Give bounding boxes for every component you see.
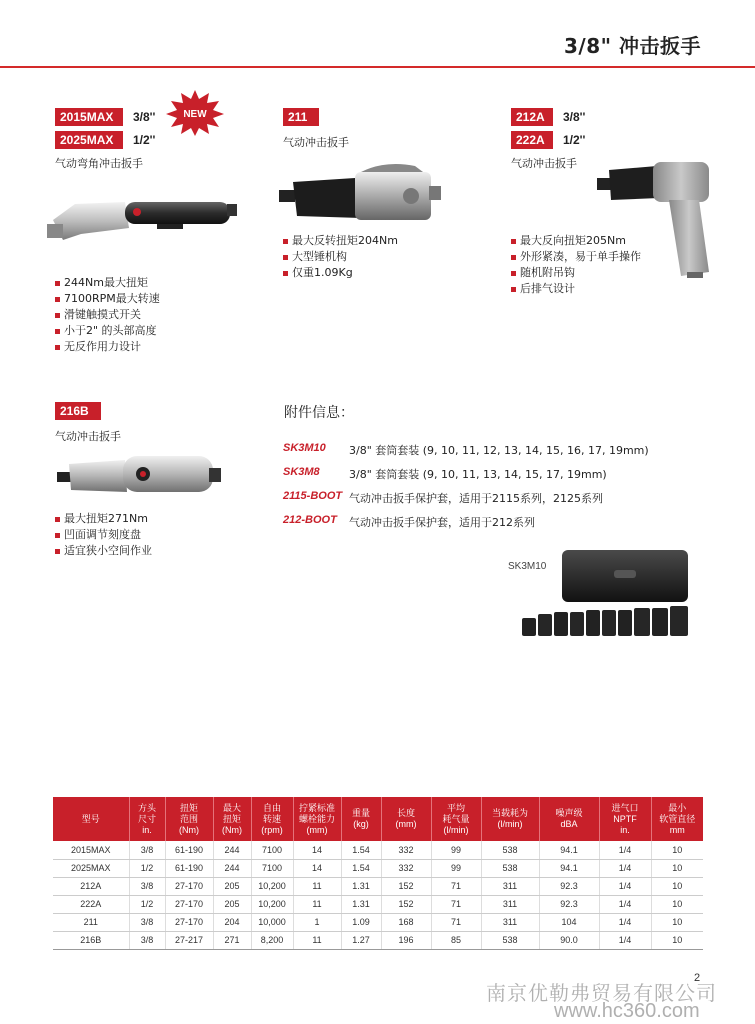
accessory-code: SK3M8 <box>283 466 320 478</box>
feature-item: 凹面调节刻度盘 <box>55 527 152 543</box>
table-cell: 71 <box>431 895 481 913</box>
table-cell: 152 <box>381 895 431 913</box>
table-row <box>53 859 703 877</box>
table-cell: 271 <box>213 931 251 949</box>
table-cell: 85 <box>431 931 481 949</box>
accessory-code: 212-BOOT <box>283 514 337 526</box>
model-tag: 2025MAX <box>55 131 123 149</box>
table-cell: 332 <box>381 841 431 859</box>
table-cell: 196 <box>381 931 431 949</box>
table-cell: 1/4 <box>599 859 651 877</box>
table-cell: 94.1 <box>539 859 599 877</box>
table-row <box>53 841 703 859</box>
feature-item: 无反作用力设计 <box>55 339 160 355</box>
model-size: 3/8'' <box>563 110 586 124</box>
model-size: 3/8'' <box>133 110 156 124</box>
accessory-desc: 气动冲击扳手保护套，适用于2115系列，2125系列 <box>349 492 603 505</box>
new-badge-text: NEW <box>183 109 207 120</box>
product-name-216: 气动冲击扳手 <box>55 430 121 443</box>
table-header-cell: 重量 (kg) <box>341 797 381 841</box>
feature-item: 后排气设计 <box>511 281 641 297</box>
table-cell: 244 <box>213 841 251 859</box>
table-header-cell: 平均 耗气量 (l/min) <box>431 797 481 841</box>
table-cell: 332 <box>381 859 431 877</box>
model-row-2025max <box>55 131 155 149</box>
table-cell: 11 <box>293 877 341 895</box>
table-cell: 10,000 <box>251 913 293 931</box>
table-cell: 10 <box>651 913 703 931</box>
table-row <box>53 931 703 949</box>
table-cell: 10 <box>651 841 703 859</box>
table-cell: 99 <box>431 841 481 859</box>
table-cell: 1/4 <box>599 931 651 949</box>
table-cell: 10 <box>651 931 703 949</box>
table-cell: 1/4 <box>599 877 651 895</box>
table-cell: 1.27 <box>341 931 381 949</box>
table-cell: 10,200 <box>251 877 293 895</box>
table-cell: 1/2 <box>129 859 165 877</box>
product-name-211: 气动冲击扳手 <box>283 136 349 149</box>
table-cell: 538 <box>481 931 539 949</box>
table-cell: 94.1 <box>539 841 599 859</box>
table-cell: 211 <box>53 913 129 931</box>
table-cell: 3/8 <box>129 931 165 949</box>
accessory-desc: 3/8" 套筒套装 (9, 10, 11, 13, 14, 15, 17, 19mm) <box>349 468 607 481</box>
model-tag: 2015MAX <box>55 108 123 126</box>
feature-item: 最大反向扭矩205Nm <box>511 233 641 249</box>
table-cell: 90.0 <box>539 931 599 949</box>
feature-item: 小于2" 的头部高度 <box>55 323 160 339</box>
feature-list-216 <box>55 511 152 559</box>
feature-item: 外形紧凑，易于单手操作 <box>511 249 641 265</box>
table-cell: 152 <box>381 877 431 895</box>
table-cell: 311 <box>481 877 539 895</box>
table-cell: 311 <box>481 895 539 913</box>
model-tag: 216B <box>55 402 101 420</box>
model-row-211 <box>283 108 319 126</box>
feature-list-212 <box>511 233 641 297</box>
table-cell: 212A <box>53 877 129 895</box>
table-header-cell: 扭矩 范围 (Nm) <box>165 797 213 841</box>
table-cell: 1.54 <box>341 859 381 877</box>
feature-item: 最大反转扭矩204Nm <box>283 233 398 249</box>
table-cell: 1/2 <box>129 895 165 913</box>
table-cell: 7100 <box>251 859 293 877</box>
model-tag: 211 <box>283 108 319 126</box>
page-number: 2 <box>694 972 701 984</box>
table-cell: 1.31 <box>341 895 381 913</box>
impact-wrench-216b-image <box>55 446 225 508</box>
page-title: 3/8" 冲击扳手 <box>563 34 701 58</box>
feature-item: 随机附吊钩 <box>511 265 641 281</box>
model-tag: 212A <box>511 108 553 126</box>
model-size: 1/2'' <box>563 133 586 147</box>
table-cell: 10 <box>651 877 703 895</box>
table-cell: 204 <box>213 913 251 931</box>
table-header-row <box>53 797 703 841</box>
impact-wrench-211-image <box>275 158 455 233</box>
feature-item: 244Nm最大扭矩 <box>55 275 160 291</box>
table-header-cell: 拧紧标准 螺栓能力 (mm) <box>293 797 341 841</box>
accessory-desc: 气动冲击扳手保护套，适用于212系列 <box>349 516 535 529</box>
table-cell: 10,200 <box>251 895 293 913</box>
table-cell: 71 <box>431 877 481 895</box>
table-cell: 244 <box>213 859 251 877</box>
table-header-cell: 最小 软管直径 mm <box>651 797 703 841</box>
accessory-code: 2115-BOOT <box>283 490 343 502</box>
table-cell: 538 <box>481 841 539 859</box>
table-cell: 7100 <box>251 841 293 859</box>
socket-set-image <box>518 548 698 640</box>
accessory-row <box>283 490 603 506</box>
model-size: 1/2'' <box>133 133 156 147</box>
table-cell: 27-170 <box>165 895 213 913</box>
table-header-cell: 当载耗为 (l/min) <box>481 797 539 841</box>
accessory-row <box>283 514 535 530</box>
table-header-cell: 长度 (mm) <box>381 797 431 841</box>
model-tag: 222A <box>511 131 553 149</box>
table-cell: 2025MAX <box>53 859 129 877</box>
table-header-cell: 最大 扭矩 (Nm) <box>213 797 251 841</box>
table-cell: 311 <box>481 913 539 931</box>
table-cell: 14 <box>293 859 341 877</box>
table-header-cell: 型号 <box>53 797 129 841</box>
product-name-2015: 气动弯角冲击扳手 <box>55 157 143 170</box>
feature-item: 大型锤机构 <box>283 249 398 265</box>
product-name-212: 气动冲击扳手 <box>511 157 577 170</box>
feature-item: 适宜狭小空间作业 <box>55 543 152 559</box>
table-cell: 1/4 <box>599 841 651 859</box>
watermark-company: 南京优勒弗贸易有限公司 <box>486 981 717 1005</box>
table-cell: 99 <box>431 859 481 877</box>
table-cell: 61-190 <box>165 859 213 877</box>
feature-item: 最大扭矩271Nm <box>55 511 152 527</box>
table-cell: 1.09 <box>341 913 381 931</box>
feature-item: 7100RPM最大转速 <box>55 291 160 307</box>
table-cell: 1.31 <box>341 877 381 895</box>
table-cell: 10 <box>651 859 703 877</box>
table-cell: 27-170 <box>165 877 213 895</box>
accessory-row <box>283 466 607 482</box>
accessory-code: SK3M10 <box>283 442 326 454</box>
table-row <box>53 877 703 895</box>
table-cell: 71 <box>431 913 481 931</box>
table-cell: 3/8 <box>129 877 165 895</box>
table-cell: 92.3 <box>539 895 599 913</box>
table-cell: 104 <box>539 913 599 931</box>
table-cell: 3/8 <box>129 841 165 859</box>
table-cell: 1 <box>293 913 341 931</box>
feature-item: 仅重1.09Kg <box>283 265 398 281</box>
table-cell: 11 <box>293 895 341 913</box>
table-cell: 2015MAX <box>53 841 129 859</box>
new-badge <box>166 90 224 136</box>
feature-item: 滑键触摸式开关 <box>55 307 160 323</box>
table-cell: 8,200 <box>251 931 293 949</box>
accessories-title: 附件信息： <box>284 405 354 421</box>
table-cell: 216B <box>53 931 129 949</box>
table-cell: 3/8 <box>129 913 165 931</box>
socket-set-label: SK3M10 <box>508 561 547 572</box>
table-cell: 538 <box>481 859 539 877</box>
feature-list-2015 <box>55 275 160 355</box>
table-cell: 61-190 <box>165 841 213 859</box>
table-cell: 205 <box>213 877 251 895</box>
table-cell: 11 <box>293 931 341 949</box>
header-divider <box>0 66 755 68</box>
table-cell: 205 <box>213 895 251 913</box>
table-cell: 168 <box>381 913 431 931</box>
watermark-site: www.hc360.com <box>554 1000 700 1022</box>
table-cell: 10 <box>651 895 703 913</box>
model-row-216b <box>55 402 101 420</box>
table-cell: 27-170 <box>165 913 213 931</box>
table-header-cell: 方头 尺寸 in. <box>129 797 165 841</box>
table-row <box>53 895 703 913</box>
accessory-row <box>283 442 649 458</box>
table-header-cell: 进气口 NPTF in. <box>599 797 651 841</box>
table-cell: 1/4 <box>599 913 651 931</box>
table-cell: 1/4 <box>599 895 651 913</box>
angle-impact-wrench-image <box>45 190 245 252</box>
table-cell: 27-217 <box>165 931 213 949</box>
table-cell: 92.3 <box>539 877 599 895</box>
table-header-cell: 自由 转速 (rpm) <box>251 797 293 841</box>
model-row-2015max <box>55 108 155 126</box>
model-row-222a <box>511 131 585 149</box>
accessory-desc: 3/8" 套筒套装 (9, 10, 11, 12, 13, 14, 15, 16, 17, 19mm) <box>349 444 649 457</box>
table-cell: 14 <box>293 841 341 859</box>
table-row <box>53 913 703 931</box>
table-cell: 222A <box>53 895 129 913</box>
table-cell: 1.54 <box>341 841 381 859</box>
table-header-cell: 噪声级 dBA <box>539 797 599 841</box>
model-row-212a <box>511 108 585 126</box>
feature-list-211 <box>283 233 398 281</box>
spec-table <box>53 797 703 950</box>
